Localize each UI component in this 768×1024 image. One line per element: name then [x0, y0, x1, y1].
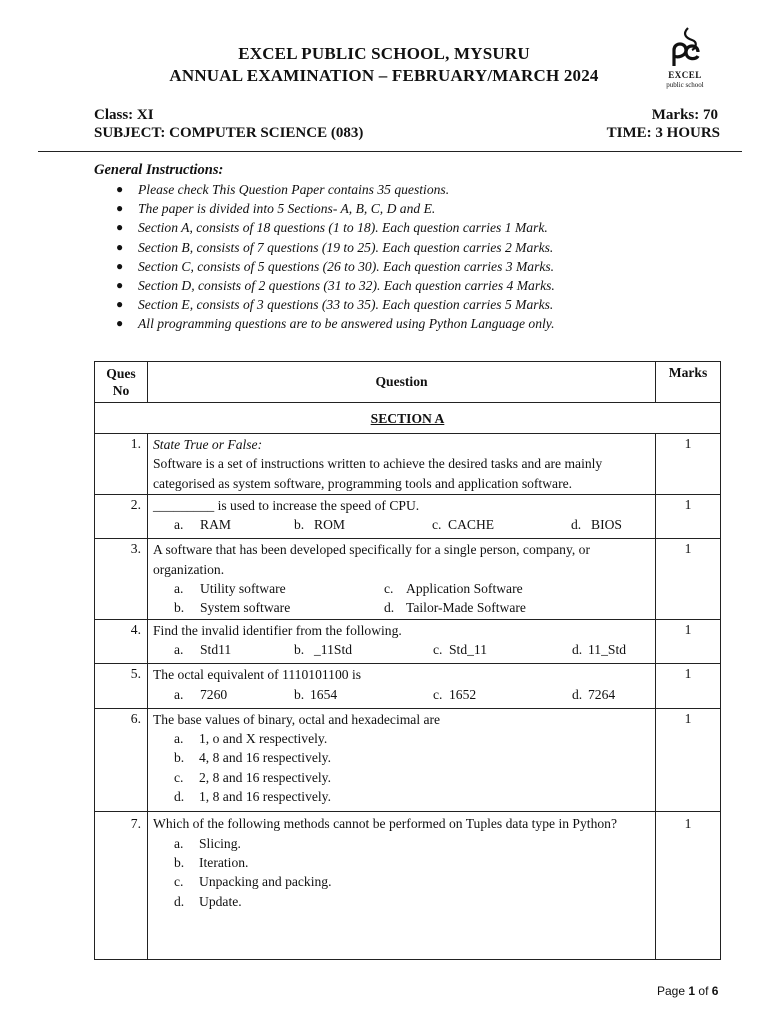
question-marks: 1 [656, 812, 721, 960]
option-b: b. ROM [294, 517, 345, 533]
question-marks: 1 [656, 664, 721, 709]
option-d: d. 7264 [572, 686, 616, 702]
option-b: b. System software [174, 600, 291, 616]
question-body: A software that has been developed specifically for a single person, company, or organization. [153, 542, 590, 577]
question-intro: State True or False: [153, 437, 263, 452]
instructions-title: General Instructions: [94, 162, 224, 178]
question-number: 2. [95, 494, 148, 539]
question-number: 1. [95, 434, 148, 495]
table-row [95, 539, 721, 619]
section-a-title: SECTION A [95, 403, 721, 434]
subject-label: SUBJECT: COMPUTER SCIENCE (083) [94, 125, 364, 141]
bullet-icon: ● [116, 182, 124, 196]
question-marks: 1 [656, 708, 721, 811]
question-text [148, 664, 656, 709]
option-d: d. Tailor-Made Software [384, 600, 526, 616]
option-a: a. Std11 [174, 641, 232, 657]
instruction-item: ● Section A, consists of 18 questions (1 to 18). Each question carries 1 Mark. [94, 218, 555, 237]
bullet-icon: ● [116, 239, 124, 254]
ques-no-header: Ques No [95, 362, 148, 403]
exam-title: ANNUAL EXAMINATION – FEBRUARY/MARCH 2024 [169, 66, 599, 85]
instruction-item: ● Section B, consists of 7 questions (19 to 25). Each question carries 2 Marks. [94, 238, 555, 257]
instructions-list [94, 180, 555, 334]
question-text [148, 708, 656, 811]
option-c: c. Unpacking and packing. [174, 874, 332, 890]
question-number: 4. [95, 619, 148, 664]
option-d: d. Update. [174, 893, 242, 909]
option-c: c. 1652 [433, 686, 477, 702]
question-number: 7. [95, 812, 148, 960]
question-text [148, 494, 656, 539]
options-row [153, 685, 650, 704]
page-number: Page 1 of 6 [657, 984, 719, 998]
option-a: a. RAM [174, 517, 231, 533]
instruction-item: ● Section C, consists of 5 questions (26 to 30). Each question carries 3 Marks. [94, 257, 555, 276]
instruction-item: ● The paper is divided into 5 Sections- A, B, C, D and E. [94, 199, 555, 218]
class-label: Class: XI [94, 107, 154, 123]
options-row [153, 579, 650, 598]
question-marks: 1 [656, 434, 721, 495]
section-row [95, 403, 721, 434]
instruction-item: ● Please check This Question Paper contains 35 questions. [94, 180, 555, 199]
bullet-icon: ● [116, 220, 124, 235]
bullet-icon: ● [116, 316, 124, 331]
table-row [95, 708, 721, 811]
option-b: b. 4, 8 and 16 respectively. [174, 750, 331, 766]
option-d: d. 1, 8 and 16 respectively. [174, 789, 331, 805]
table-row [95, 619, 721, 664]
logo-subtitle: public school [666, 81, 704, 89]
instruction-item: ● Section D, consists of 2 questions (31 to 32). Each question carries 4 Marks. [94, 276, 555, 295]
school-logo [652, 26, 718, 96]
marks-label: Marks: 70 [651, 107, 718, 123]
table-row [95, 664, 721, 709]
instruction-item: ● Section E, consists of 3 questions (33 to 35). Each question carries 5 Marks. [94, 295, 555, 314]
question-body: The base values of binary, octal and hexadecimal are [153, 711, 441, 727]
option-b: b. 1654 [294, 686, 338, 702]
question-header: Question [148, 362, 656, 403]
question-text [148, 434, 656, 495]
logo-wordmark: EXCEL [668, 70, 702, 80]
question-marks: 1 [656, 494, 721, 539]
option-c: c. CACHE [432, 517, 495, 533]
question-number: 3. [95, 539, 148, 619]
school-name: EXCEL PUBLIC SCHOOL, MYSURU [238, 44, 530, 63]
question-body: Find the invalid identifier from the following. [153, 622, 402, 638]
instruction-item: ● All programming questions are to be answered using Python Language only. [94, 314, 555, 333]
option-a: a. 1, o and X respectively. [174, 731, 328, 747]
excel-logo-icon [652, 26, 718, 72]
option-a: a. Utility software [174, 581, 286, 597]
table-row [95, 434, 721, 495]
bullet-icon: ● [116, 278, 124, 293]
question-body: The octal equivalent of 1110101100 is [153, 667, 362, 683]
option-c: c. Std_11 [433, 641, 488, 657]
option-b: b. _11Std [294, 641, 353, 657]
option-a: a. 7260 [174, 686, 228, 702]
options-row [153, 598, 650, 617]
question-text [148, 539, 656, 619]
option-d: d. BIOS [571, 517, 622, 533]
question-marks: 1 [656, 539, 721, 619]
question-body: Which of the following methods cannot be performed on Tuples data type in Python? [153, 816, 617, 832]
bullet-icon: ● [116, 258, 124, 273]
table-row [95, 494, 721, 539]
question-number: 6. [95, 708, 148, 811]
header-divider [38, 151, 742, 152]
bullet-icon: ● [116, 297, 124, 312]
option-a: a. Slicing. [174, 835, 241, 851]
marks-header: Marks [656, 362, 721, 403]
question-table [94, 361, 721, 960]
time-label: TIME: 3 HOURS [606, 125, 720, 141]
question-body: _________ is used to increase the speed of CPU. [153, 497, 420, 513]
option-c: c. Application Software [384, 581, 523, 597]
table-header-row [95, 362, 721, 403]
options-row [153, 640, 650, 659]
table-row [95, 812, 721, 960]
question-marks: 1 [656, 619, 721, 664]
question-number: 5. [95, 664, 148, 709]
options-row [153, 515, 650, 534]
question-body: Software is a set of instructions written to achieve the desired tasks and are mainly categorised as system software, programming tools and application software. [153, 456, 603, 491]
option-c: c. 2, 8 and 16 respectively. [174, 769, 331, 785]
bullet-icon: ● [116, 201, 124, 216]
question-text [148, 812, 656, 960]
question-text [148, 619, 656, 664]
option-b: b. Iteration. [174, 854, 249, 870]
option-d: d. 11_Std [572, 641, 627, 657]
